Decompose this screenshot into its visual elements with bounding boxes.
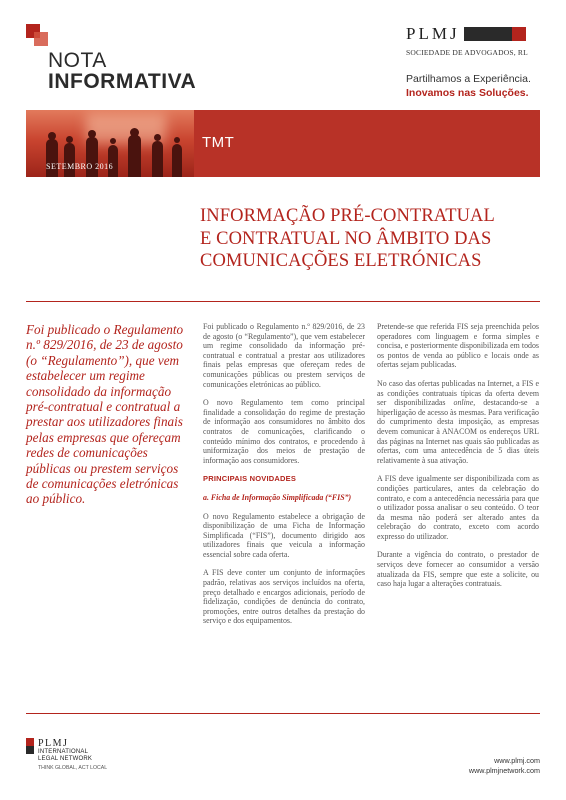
column2-paragraph-2: [377, 379, 539, 465]
body-column-2: [377, 322, 539, 598]
footer-link-plmjnetwork[interactable]: www.plmjnetwork.com: [468, 766, 540, 775]
subheading-fis: a. Ficha de Informação Simplificada (“FIS”): [203, 492, 352, 502]
column1-paragraph-2: O novo Regulamento tem como principal finalidade a consolidação do regime de prestação de informação aos consumidores no âmbito dos contratos de comunicações, clarificando o conteúdo mínimo dos contratos, e procedendo à uniformização dos meios de prestação de informação aos consumidores.: [203, 398, 365, 465]
nota-informativa-title: [48, 50, 196, 92]
column1-paragraph-3: O novo Regulamento estabelece a obrigação de disponibilização de uma Ficha de Informação Simplificada (“FIS”), documento dirigido aos utilizadores finais que veicula a informação essencial sobre cada oferta.: [203, 511, 365, 559]
footer-logo-mark: [26, 738, 34, 754]
footer-links: [469, 756, 540, 776]
banner-crowd-photo: [26, 110, 194, 177]
plmj-logo-word: PLMJ: [406, 24, 460, 43]
lead-paragraph: Foi publicado o Regulamento n.º 829/2016, de 23 de agosto (o “Regulamento”), que vem estabelecer um regime consolidado da informação pré-contratual e contratual a prestar aos utilizadores finais pelas empresas que ofereçam redes de comunicações públicas ou prestem serviços de comunicações eletrónicas ao público.: [26, 322, 184, 507]
column2-paragraph-1: Pretende-se que referida FIS seja preenchida pelos operadores com linguagem e forma simples e concisa, e posteriormente disponibilizada em todos os pontos de venda ao público e locais onde as ofertas sejam publicadas.: [377, 322, 539, 370]
column2-paragraph-3: A FIS deve igualmente ser disponibilizada com as condições particulares, antes da celebração do contrato, e com a antecedência necessária para que o utilizador possa analisar o seu conteúdo. O teor da mesma não poderá ser alterado antes da celebração do contrato, exceto com acordo expresso do utilizador.: [377, 474, 539, 541]
title-line-2: INFORMATIVA: [48, 70, 197, 93]
section-heading-principais-novidades: PRINCIPAIS NOVIDADES: [203, 474, 297, 484]
headline-line-3: COMUNICAÇÕES ELETRÓNICAS: [200, 251, 482, 271]
tagline-line-1: Partilhamos a Experiência.: [406, 73, 531, 85]
column2-paragraph-2-part-a: No caso das ofertas publicadas na Internet, a FIS e as condições contratuais típicas da oferta devem ser disponibilizadas: [377, 378, 539, 408]
banner-section-label: TMT: [202, 134, 235, 151]
tagline-line-2: Inovamos nas Soluções.: [406, 87, 529, 99]
online-emphasis: online: [453, 398, 474, 408]
column1-paragraph-4: A FIS deve conter um conjunto de informações padrão, relativas aos serviços incluídos na oferta, preço detalhado e encargos adicionais, período de fidelização, condições de denúncia do contrato, promoções, entre outros detalhes da prestação do serviço e dos equipamentos.: [203, 568, 365, 626]
footer-link-plmj[interactable]: www.plmj.com: [494, 756, 540, 765]
plmj-logo-subtitle: SOCIEDADE DE ADVOGADOS, RL: [406, 48, 528, 57]
column1-paragraph-1: Foi publicado o Regulamento n.º 829/2016, de 23 de agosto (o “Regulamento”), que vem estabelecer um regime consolidado da informação pré-contratual e contratual a prestar aos utilizadores finais pelas empresas que ofereçam redes de comunicações públicas ou prestem serviços de comunicações eletrónicas ao público.: [203, 322, 365, 389]
section-banner: [26, 110, 540, 177]
body-column-1: [203, 322, 365, 635]
footer-logo-word: PLMJ: [38, 738, 69, 749]
plmj-logo-bar: [464, 27, 526, 41]
divider-bottom: [26, 713, 540, 714]
tagline: [406, 72, 531, 100]
headline-line-1: INFORMAÇÃO PRÉ-CONTRATUAL: [200, 206, 495, 226]
column2-paragraph-2-part-b: , destacando-se a hiperligação de acesso às mesmas. Para verificação do cumprimento desta imposição, as empresas devem comunicar à ANACOM os endereços URL das páginas na Internet nas quais são publicadas as ofertas, com uma antecedência de 5 dias úteis relativamente à sua ativação.: [377, 398, 539, 465]
plmj-logo: [406, 24, 540, 57]
footer-network-line-1: INTERNATIONAL: [38, 749, 89, 755]
title-line-1: NOTA: [48, 49, 107, 72]
divider-top: [26, 301, 540, 302]
footer-network-line-2: LEGAL NETWORK: [38, 756, 93, 762]
footer-slogan: THINK GLOBAL, ACT LOCAL: [38, 765, 108, 771]
headline: [200, 205, 495, 273]
banner-date: SETEMBRO 2016: [46, 162, 114, 171]
column2-paragraph-4: Durante a vigência do contrato, o prestador de serviços deve fornecer ao consumidor a versão atualizada da FIS, sempre que este a solicite, ou caso haja lugar a alterações contratuais.: [377, 550, 539, 589]
corner-squares-decoration: [26, 24, 48, 46]
headline-line-2: E CONTRATUAL NO ÂMBITO DAS: [200, 228, 492, 249]
